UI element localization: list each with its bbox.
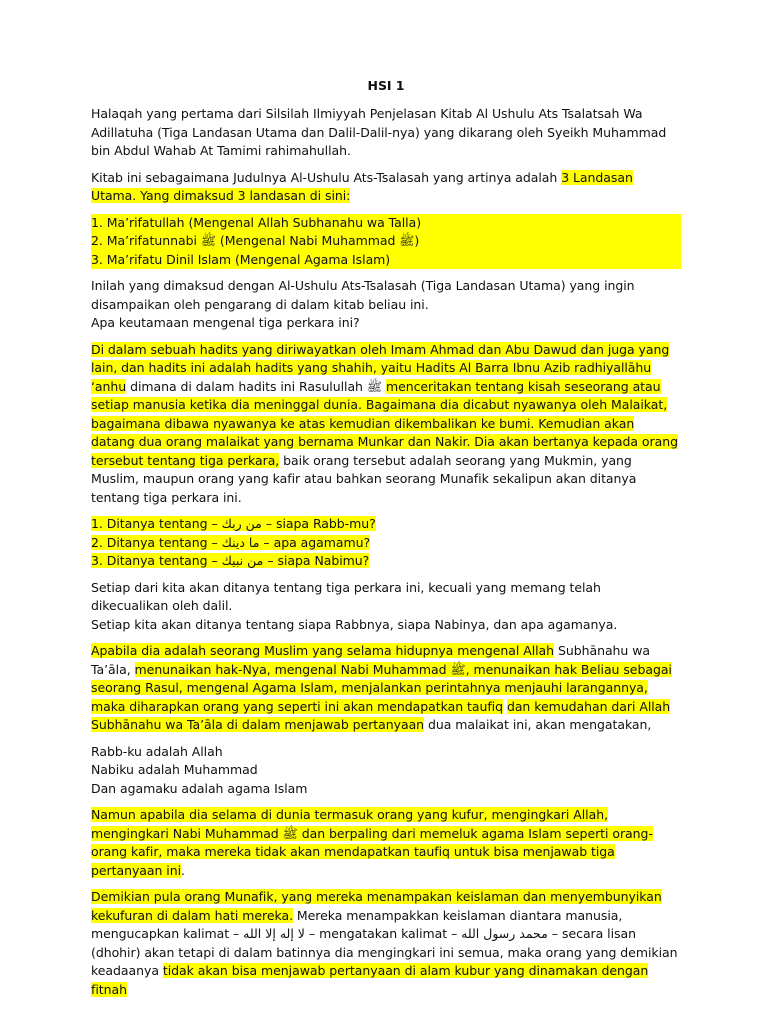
list-item: 2. Ma’rifatunnabi ﷺ (Mengenal Nabi Muhammad ﷺ) xyxy=(91,232,681,251)
paragraph-setiap xyxy=(91,579,681,635)
list-item: Nabiku adalah Muhammad xyxy=(91,762,258,777)
highlighted-text: Demikian pula orang Munafik, yang mereka menampakan keislaman dan menyembunyikan kekufuran di dalam hati mereka. xyxy=(91,889,662,923)
paragraph-kitab-text: Kitab ini sebagaimana Judulnya Al-Ushulu Ats-Tsalasah yang artinya adalah xyxy=(91,169,562,185)
paragraph-text: baik orang tersebut adalah seorang yang Mukmin, yang Muslim, maupun orang yang kafir atau bahkan seorang Munafik sekalipun akan ditanya tentang tiga perkara ini. xyxy=(91,452,637,505)
highlighted-text: 3 Landasan Utama. Yang dimaksud 3 landasan di sini: xyxy=(91,169,633,203)
document-title: HSI 1 xyxy=(367,78,405,93)
paragraph-hadits xyxy=(91,341,681,508)
paragraph-muslim xyxy=(91,642,681,735)
list-item: 2. Ditanya tentang – ما دينك – apa agamamu? xyxy=(91,534,371,550)
paragraph-munafik xyxy=(91,888,681,999)
paragraph-kitab xyxy=(91,169,681,206)
paragraph-text: dimana di dalam hadits ini Rasulullah ﷺ xyxy=(126,378,386,394)
paragraph-text: Mereka menampakkan keislaman diantara manusia, mengucapkan kalimat – لا إله إلا الله – mengatakan kalimat – محمد رسول الله – secara lisan (dhohir) akan tetapi di dalam batinnya dia mengingkari ini semua, maka orang yang demikian keadaanya xyxy=(91,907,678,978)
list-item: 1. Ma’rifatullah (Mengenal Allah Subhanahu wa Talla) xyxy=(91,214,681,233)
question-list xyxy=(91,515,681,571)
highlighted-text: dan kemudahan dari Allah Subhānahu wa Ta’āla di dalam menjawab pertanyaan xyxy=(91,698,671,732)
answer-list xyxy=(91,743,681,799)
document-body xyxy=(91,77,681,1007)
paragraph-line: Inilah yang dimaksud dengan Al-Ushulu Ats-Tsalasah (Tiga Landasan Utama) yang ingin disampaikan oleh pengarang di dalam kitab beliau ini. xyxy=(91,278,635,312)
list-item: 3. Ma’rifatu Dinil Islam (Mengenal Agama Islam) xyxy=(91,251,681,270)
paragraph-kufur xyxy=(91,806,681,880)
list-item: 1. Ditanya tentang – من ربك – siapa Rabb-mu? xyxy=(91,516,376,531)
highlighted-text: Di dalam sebuah hadits yang diriwayatkan oleh Imam Ahmad dan Abu Dawud dan juga yang lain, dan hadits ini adalah hadits yang shahih, yaitu Hadits Al Barra Ibnu Azib radhiyallāhu ‘anhu xyxy=(91,341,670,394)
list-item: Rabb-ku adalah Allah xyxy=(91,743,223,759)
highlighted-text: menunaikan hak-Nya, mengenal Nabi Muhammad ﷺ, menunaikan hak Beliau sebagai seorang Rasul, mengenal Agama Islam, menjalankan perintahnya menjauhi larangannya, maka diharapkan orang yang seperti ini akan mendapatkan taufiq xyxy=(91,661,672,714)
paragraph-question: Apa keutamaan mengenal tiga perkara ini? xyxy=(91,315,360,330)
highlighted-text: Namun apabila dia selama di dunia termasuk orang yang kufur, mengingkari Allah, mengingkari Nabi Muhammad ﷺ dan berpaling dari memeluk agama Islam seperti orang-orang kafir, maka mereka tidak akan mendapatkan taufiq untuk bisa menjawab tiga pertanyaan ini xyxy=(91,807,653,878)
highlighted-text: Apabila dia adalah seorang Muslim yang selama hidupnya mengenal Allah xyxy=(91,643,555,658)
highlighted-text: menceritakan tentang kisah seseorang atau setiap manusia ketika dia meninggal dunia. Bagaimana dia dicabut nyawanya oleh Malaikat, bagaimana dibawa nyawanya ke atas kemudian dikembalikan ke bumi. Kemudian akan datang dua orang malaikat yang bernama Munkar dan Nakir. Dia akan bertanya kepada orang tersebut tentang tiga perkara, xyxy=(91,378,678,468)
paragraph-inilah xyxy=(91,277,681,333)
landasan-list xyxy=(91,214,681,270)
list-item: Dan agamaku adalah agama Islam xyxy=(91,780,308,796)
paragraph-text: Subhānahu wa Ta’āla, xyxy=(91,643,651,677)
paragraph-line: Setiap dari kita akan ditanya tentang tiga perkara ini, kecuali yang memang telah dikecualikan oleh dalil. xyxy=(91,579,601,613)
paragraph-text: dua malaikat ini, akan mengatakan, xyxy=(424,717,652,732)
highlighted-text: tidak akan bisa menjawab pertanyaan di alam kubur yang dinamakan dengan fitnah xyxy=(91,963,649,997)
list-item: 3. Ditanya tentang – من نبيك – siapa Nabimu? xyxy=(91,553,370,568)
paragraph-intro: Halaqah yang pertama dari Silsilah Ilmiyyah Penjelasan Kitab Al Ushulu Ats Tsalatsah Wa Adillatuha (Tiga Landasan Utama dan Dalil-Dalil-nya) yang dikarang oleh Syeikh Muhammad bin Abdul Wahab At Tamimi rahimahullah. xyxy=(91,106,667,158)
paragraph-line: Setiap kita akan ditanya tentang siapa Rabbnya, siapa Nabinya, dan apa agamanya. xyxy=(91,616,618,632)
paragraph-text: . xyxy=(181,862,185,878)
